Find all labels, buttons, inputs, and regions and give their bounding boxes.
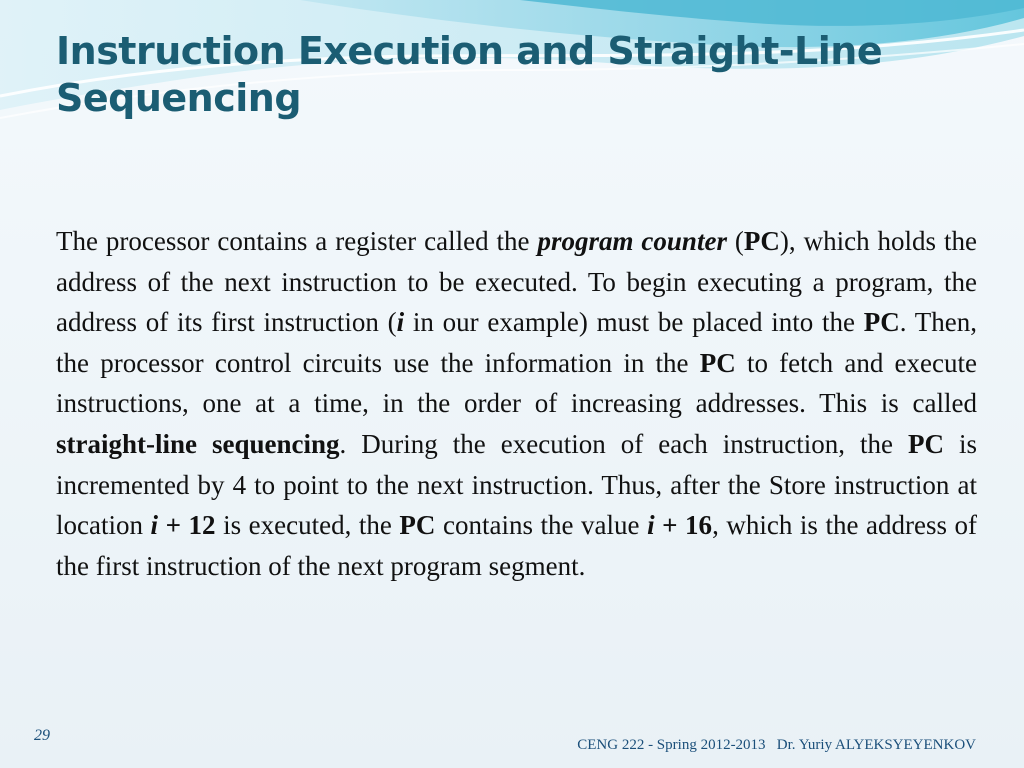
text-run: contains the value: [435, 510, 648, 541]
text-run: is executed, the: [215, 510, 400, 541]
text-run: in our example) must be placed into the: [404, 307, 864, 338]
term-straight-line-sequencing: straight-line sequencing: [56, 428, 340, 459]
text-run: . During the execution of each instruction, the: [339, 428, 908, 459]
text-run: ), which holds the address of the next instruction to be executed. To begin executing a program, the address of its first instruction (: [56, 226, 977, 338]
term-pc: PC: [863, 307, 900, 338]
text-run: (: [726, 226, 744, 256]
slide-number: 29: [34, 727, 50, 744]
expr-plus-12: + 12: [158, 510, 216, 541]
text-run: The processor contains a register called the: [56, 226, 538, 256]
var-i: i: [150, 510, 159, 541]
term-pc: PC: [399, 510, 436, 541]
slide-title: Instruction Execution and Straight-Line Sequencing: [56, 29, 883, 120]
term-pc: PC: [907, 428, 944, 459]
term-pc: PC: [743, 226, 780, 256]
term-program-counter: program counter: [537, 226, 727, 256]
text-run: is incremented by 4 to point to the next instruction. Thus, after the Store instruction at location: [56, 428, 977, 541]
text-run: , which is the address of the first instruction of the next program segment.: [56, 510, 977, 581]
term-pc: PC: [699, 347, 736, 378]
text-run: . Then, the processor control circuits use the information in the: [56, 307, 977, 378]
body-paragraph: [56, 221, 977, 586]
text-run: to fetch and execute instructions, one at a time, in the order of increasing addresses. This is called: [56, 347, 977, 419]
var-i: i: [647, 510, 655, 541]
slide-footer: CENG 222 - Spring 2012-2013 Dr. Yuriy ALYEKSYEYENKOV: [577, 737, 976, 753]
var-i: i: [396, 307, 405, 338]
expr-plus-16: + 16: [654, 510, 713, 541]
